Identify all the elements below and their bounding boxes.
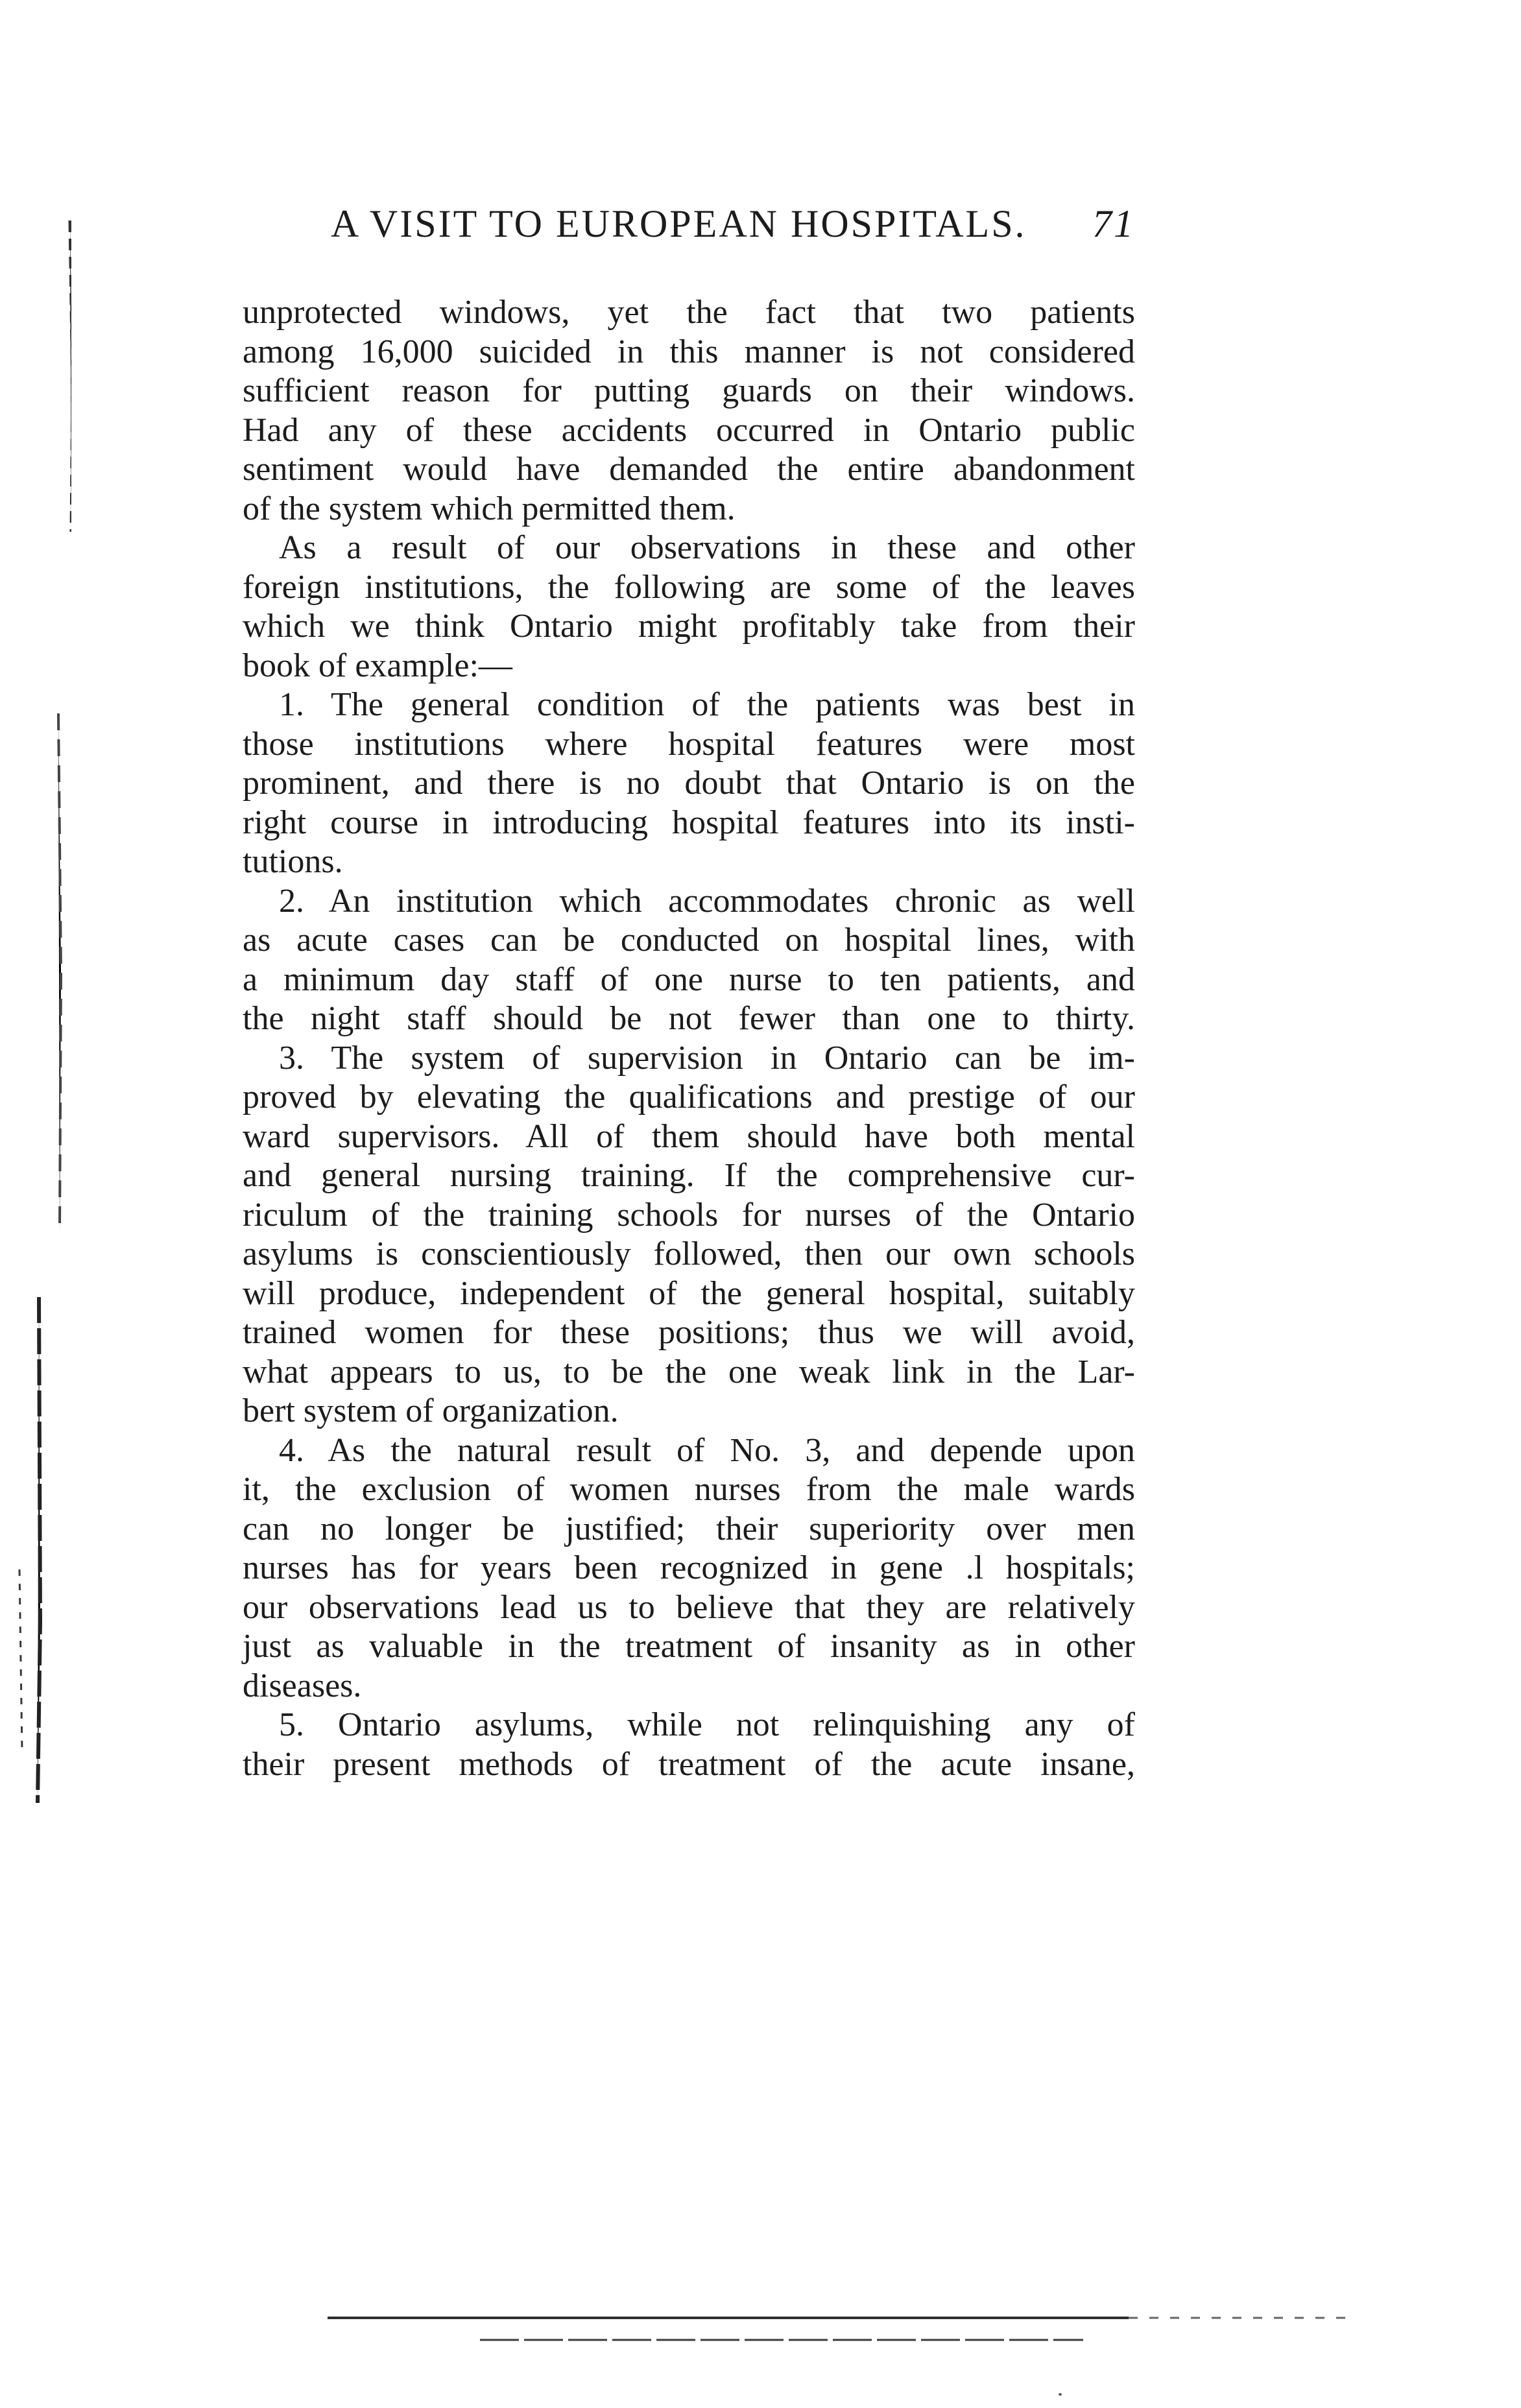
text-line: 1. The general condition of the patients was best in <box>279 686 1135 723</box>
footer-rule <box>0 2309 1521 2361</box>
text-line: the night staff should be not fewer than one to thirty. <box>243 1000 1135 1037</box>
running-head <box>331 195 1135 253</box>
text-line: bert system of organization. <box>243 1392 619 1429</box>
text-line: a minimum day staff of one nurse to ten patients, and <box>243 960 1135 998</box>
text-line: of the system which permitted them. <box>243 490 736 527</box>
text-line: among 16,000 suicided in this manner is not considered <box>243 333 1135 370</box>
text-line: their present methods of treatment of the acute insane, <box>243 1745 1135 1783</box>
text-line: unprotected windows, yet the fact that two patients <box>243 294 1135 331</box>
text-line: asylums is conscientiously followed, then our own schools <box>243 1235 1135 1272</box>
text-line: trained women for these positions; thus we will avoid, <box>243 1314 1135 1351</box>
text-line: 2. An institution which accommodates chronic as well <box>279 882 1135 920</box>
text-line: those institutions where hospital features were most <box>243 725 1135 763</box>
text-line: 3. The system of supervision in Ontario can be im- <box>279 1039 1135 1077</box>
text-line: riculum of the training schools for nurses of the Ontario <box>243 1196 1135 1234</box>
text-line: proved by elevating the qualifications and prestige of our <box>243 1079 1135 1115</box>
text-line: book of example:— <box>243 647 512 684</box>
text-line: 5. Ontario asylums, while not relinquishing any of <box>279 1706 1135 1743</box>
text-line: diseases. <box>243 1667 362 1704</box>
text-line: ward supervisors. All of them should have both mental <box>243 1117 1135 1155</box>
body-text <box>243 293 1135 1784</box>
text-line: and general nursing training. If the comprehensive cur- <box>243 1157 1135 1194</box>
scan-binding-edge <box>0 0 71 1816</box>
text-line: will produce, independent of the general hospital, suitably <box>243 1274 1135 1312</box>
text-line: Had any of these accidents occurred in Ontario public <box>243 411 1135 449</box>
text-line: can no longer be justified; their superiority over men <box>243 1510 1135 1547</box>
text-line: tutions. <box>243 843 343 880</box>
text-line: what appears to us, to be the one weak link in the Lar- <box>243 1353 1135 1390</box>
text-line: sufficient reason for putting guards on their windows. <box>243 372 1135 409</box>
text-line: right course in introducing hospital features into its insti- <box>243 804 1135 841</box>
text-line: our observations lead us to believe that they are relatively <box>243 1588 1135 1626</box>
text-line: sentiment would have demanded the entire abandonment <box>243 451 1135 488</box>
text-line: foreign institutions, the following are some of the leaves <box>243 568 1135 606</box>
page-number: 71 <box>1092 202 1135 245</box>
text-line: As a result of our observations in these and other <box>279 529 1135 566</box>
text-line: which we think Ontario might profitably take from their <box>243 608 1135 645</box>
text-line: it, the exclusion of women nurses from the male wards <box>243 1471 1135 1508</box>
scan-speck <box>1059 2393 1062 2396</box>
running-title: A VISIT TO EUROPEAN HOSPITALS. <box>331 202 1027 245</box>
text-line: nurses has for years been recognized in gene .l hospitals; <box>243 1549 1135 1586</box>
text-line: prominent, and there is no doubt that Ontario is on the <box>243 765 1135 802</box>
text-line: as acute cases can be conducted on hospital lines, with <box>243 922 1135 959</box>
text-line: just as valuable in the treatment of insanity as in other <box>243 1628 1135 1665</box>
text-line: 4. As the natural result of No. 3, and depende upon <box>279 1431 1135 1469</box>
